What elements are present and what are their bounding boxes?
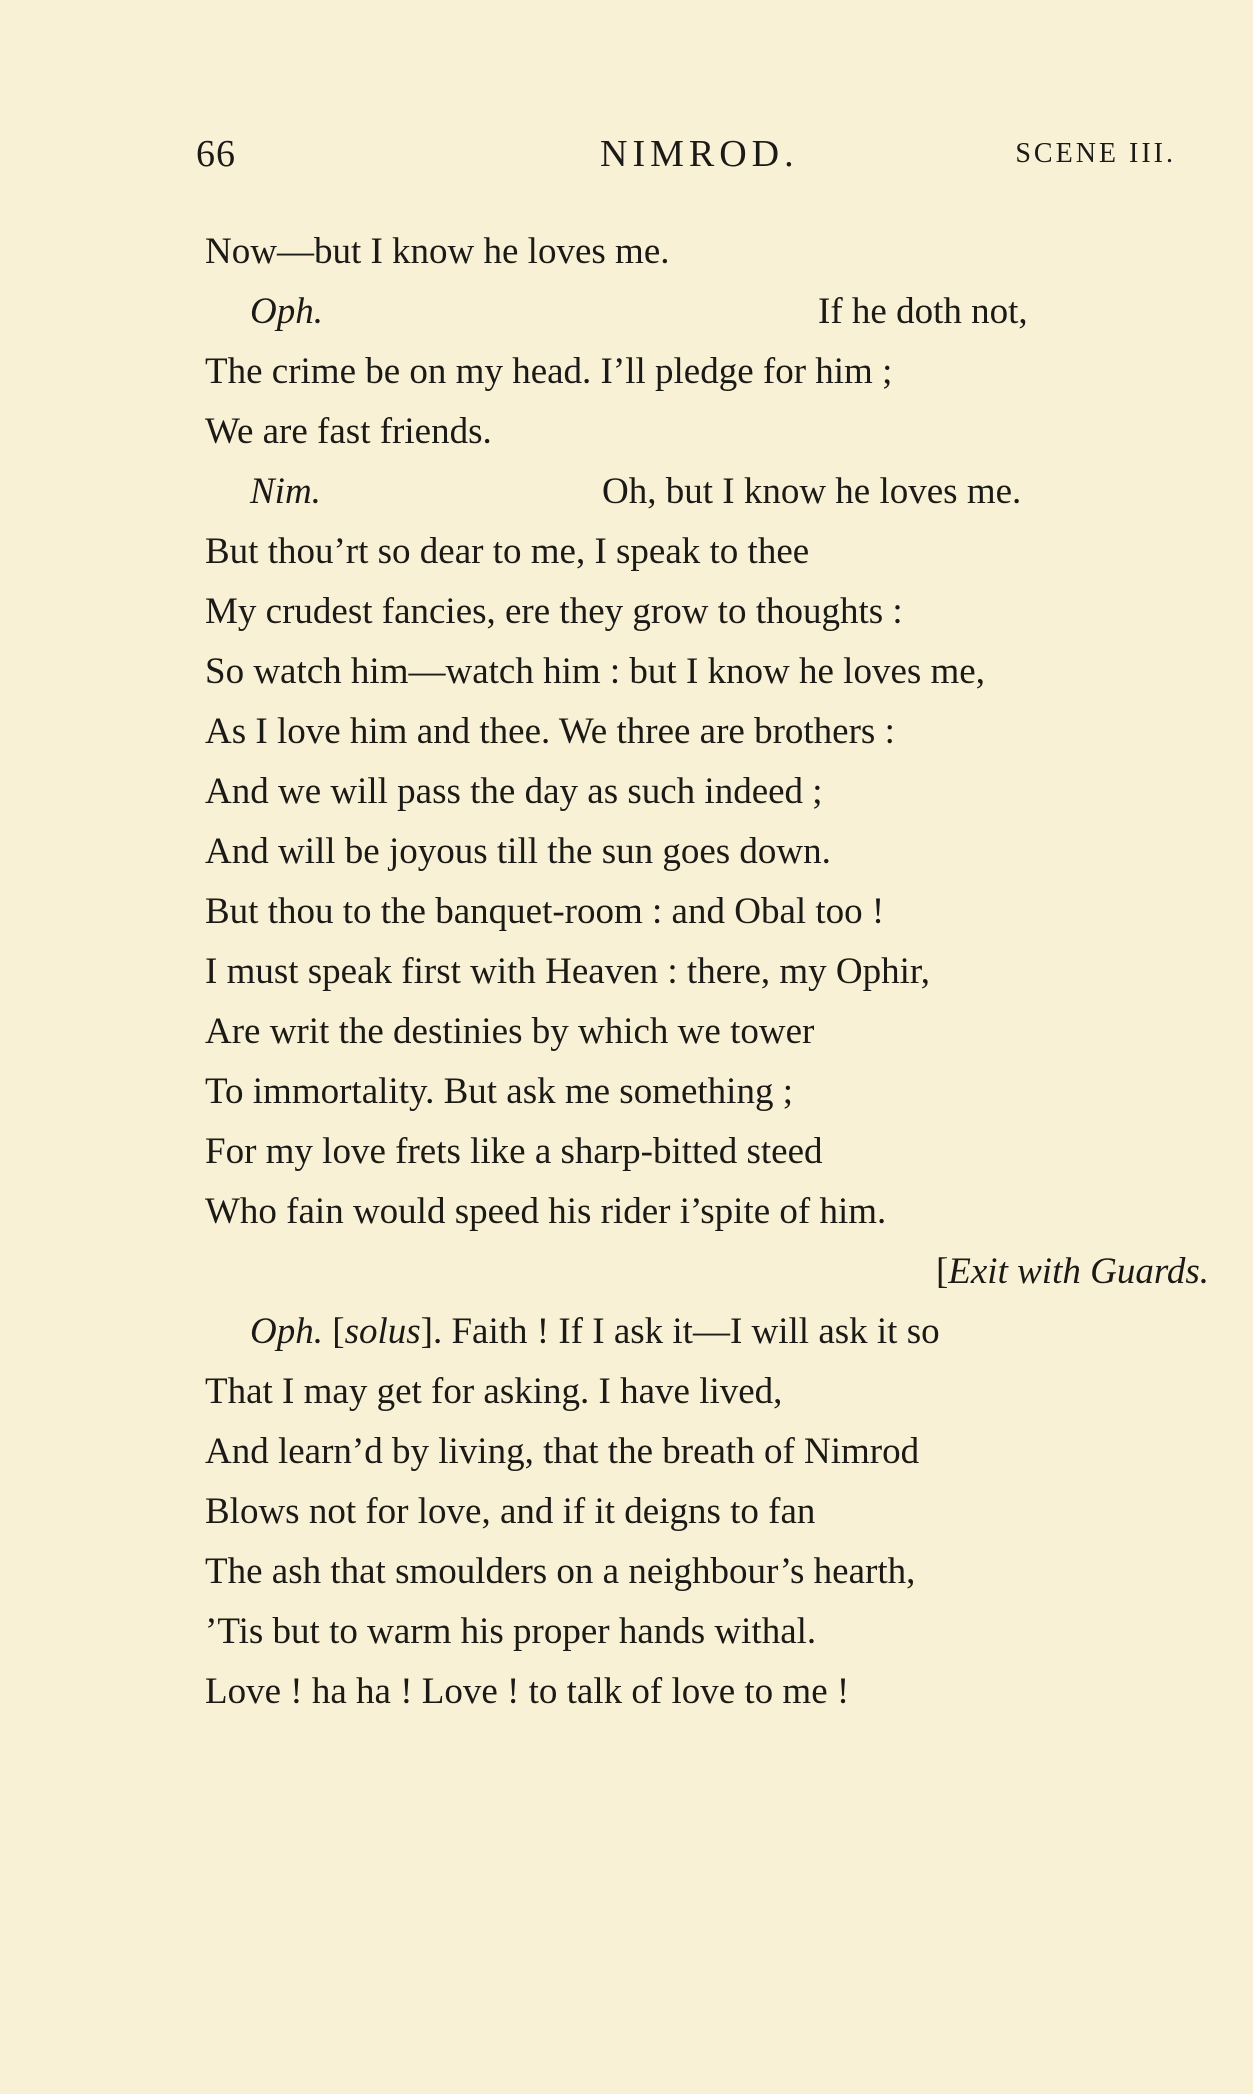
speaker-name: Oph. [250,291,323,332]
speaker-name: Oph. [250,1311,323,1352]
verse-line: For my love frets like a sharp-bitted steed [205,1131,823,1172]
verse-line: And learn’d by living, that the breath of Nimrod [205,1431,920,1472]
verse-line: We are fast friends. [205,411,492,452]
book-title: NIMROD. [600,133,799,175]
verse-fragment: Oh, but I know he loves me. [602,471,1022,512]
stage-bracket: [ [935,1251,949,1292]
speaker-line [250,1310,940,1354]
speaker-line [250,290,1028,334]
verse-line: And will be joyous till the sun goes down. [205,831,831,872]
verse-line: I must speak first with Heaven : there, my Ophir, [205,951,930,992]
scene-label: SCENE III. [1015,138,1176,169]
aside-bracket-close: ]. [420,1311,443,1352]
page-number: 66 [196,133,236,175]
stage-direction [936,1250,1209,1293]
verse-line: The crime be on my head. I’ll pledge for him ; [205,351,893,392]
aside-bracket-open: [ [332,1311,345,1352]
verse-fragment: If he doth not, [818,291,1028,332]
aside-direction: solus [344,1311,421,1352]
verse-fragment: Faith ! If I ask it—I will ask it so [451,1311,940,1352]
verse-line: As I love him and thee. We three are brothers : [205,711,895,752]
verse-line: Now—but I know he loves me. [205,231,670,272]
verse-line: Love ! ha ha ! Love ! to talk of love to me ! [205,1671,850,1712]
verse-line: To immortality. But ask me something ; [205,1071,793,1112]
verse-line: But thou to the banquet-room : and Obal too ! [205,891,885,932]
verse-line: My crudest fancies, ere they grow to thoughts : [205,591,903,632]
stage-direction-text: Exit with Guards. [948,1251,1209,1292]
verse-line: ’Tis but to warm his proper hands withal. [205,1611,817,1652]
verse-line: The ash that smoulders on a neighbour’s hearth, [205,1551,916,1592]
verse-line: And we will pass the day as such indeed ; [205,771,823,812]
speaker-line [250,470,1022,514]
verse-line: Are writ the destinies by which we tower [205,1011,815,1052]
verse-line: That I may get for asking. I have lived, [205,1371,783,1412]
speaker-name: Nim. [250,471,321,512]
verse-line: So watch him—watch him : but I know he loves me, [205,651,985,692]
running-head [196,132,1176,182]
verse-line: But thou’rt so dear to me, I speak to thee [205,531,810,572]
verse-line: Blows not for love, and if it deigns to fan [205,1491,816,1532]
verse-line: Who fain would speed his rider i’spite of him. [205,1191,887,1232]
